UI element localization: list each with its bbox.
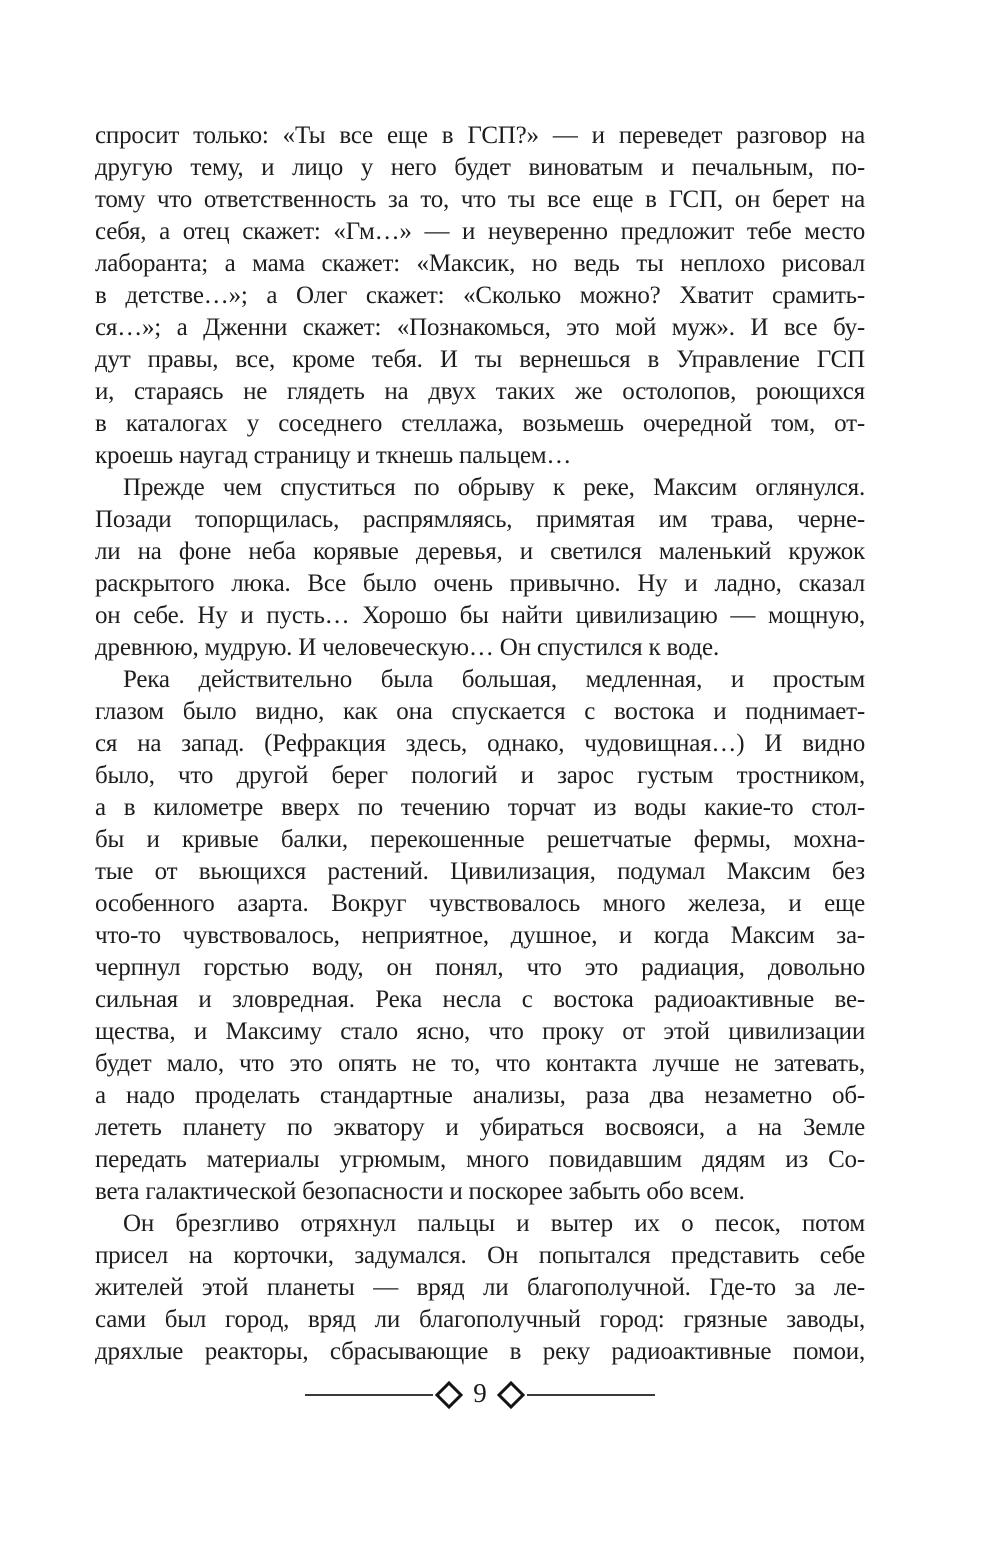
footer-rule-right [527, 1394, 655, 1396]
text-line: бы и кривые балки, перекошенные решетчатые фермы, мохна- [95, 826, 865, 853]
text-line: в каталогах у соседнего стеллажа, возьмешь очередной том, от- [95, 410, 865, 437]
text-line: черпнул горстью воду, он понял, что это радиация, довольно [95, 954, 865, 981]
text-line: тому что ответственность за то, что ты все еще в ГСП, он берет на [95, 186, 865, 213]
text-line: ся…»; а Дженни скажет: «Познакомься, это мой муж». И все бу- [95, 314, 865, 341]
text-line: что-то чувствовалось, неприятное, душное, и когда Максим за- [95, 922, 865, 949]
text-line: он себе. Ну и пусть… Хорошо бы найти цивилизацию — мощную, [95, 602, 865, 629]
text-line: вета галактической безопасности и поскорее забыть обо всем. [95, 1178, 745, 1205]
text-line: Река действительно была большая, медленная, и простым [123, 666, 865, 693]
text-line: кроешь наугад страницу и ткнешь пальцем… [95, 442, 572, 469]
text-line: было, что другой берег пологий и зарос густым тростником, [95, 762, 865, 789]
text-line: глазом было видно, как она спускается с востока и поднимает- [95, 698, 865, 725]
text-line: жителей этой планеты — вряд ли благополучной. Где-то за ле- [95, 1274, 865, 1301]
text-line: Прежде чем спуститься по обрыву к реке, Максим оглянулся. [123, 474, 865, 501]
text-line: древнюю, мудрую. И человеческую… Он спустился к воде. [95, 634, 720, 661]
text-line: раскрытого люка. Все было очень привычно. Ну и ладно, сказал [95, 570, 865, 597]
text-line: ся на запад. (Рефракция здесь, однако, чудовищная…) И видно [95, 730, 865, 757]
text-line: спросит только: «Ты все еще в ГСП?» — и переведет разговор на [95, 122, 865, 149]
text-line: сами был город, вряд ли благополучный город: грязные заводы, [95, 1306, 865, 1333]
text-line: лаборанта; а мама скажет: «Максик, но ведь ты неплохо рисовал [95, 250, 865, 277]
diamond-ornament-icon [497, 1381, 525, 1409]
text-line: лететь планету по экватору и убираться восвояси, а на Земле [95, 1114, 865, 1141]
text-line: дряхлые реакторы, сбрасывающие в реку радиоактивные помои, [95, 1338, 865, 1365]
diamond-ornament-icon [435, 1381, 463, 1409]
footer-rule-left [305, 1394, 433, 1396]
page-footer [95, 1378, 865, 1412]
text-line: тые от вьющихся растений. Цивилизация, подумал Максим без [95, 858, 865, 885]
text-line: а в километре вверх по течению торчат из воды какие-то стол- [95, 794, 865, 821]
text-line: особенного азарта. Вокруг чувствовалось много железа, и еще [95, 890, 865, 917]
page-number: 9 [473, 1378, 487, 1408]
text-line: себя, а отец скажет: «Гм…» — и неуверенно предложит тебе место [95, 218, 865, 245]
text-line: и, стараясь не глядеть на двух таких же остолопов, роющихся [95, 378, 865, 405]
text-line: будет мало, что это опять не то, что контакта лучше не затевать, [95, 1050, 865, 1077]
text-line: в детстве…»; а Олег скажет: «Сколько можно? Хватит срамить- [95, 282, 865, 309]
text-line: другую тему, и лицо у него будет виноватым и печальным, по- [95, 154, 865, 181]
text-line: сильная и зловредная. Река несла с востока радиоактивные ве- [95, 986, 865, 1013]
page-text [95, 120, 865, 1368]
text-line: щества, и Максиму стало ясно, что проку от этой цивилизации [95, 1018, 865, 1045]
text-line: передать материалы угрюмым, много повидавшим дядям из Со- [95, 1146, 865, 1173]
text-line: ли на фоне неба корявые деревья, и светился маленький кружок [95, 538, 865, 565]
text-line: Он брезгливо отряхнул пальцы и вытер их о песок, потом [123, 1210, 865, 1237]
text-line: а надо проделать стандартные анализы, раза два незаметно об- [95, 1082, 865, 1109]
text-line: присел на корточки, задумался. Он попытался представить себе [95, 1242, 865, 1269]
text-line: дут правы, все, кроме тебя. И ты вернешься в Управление ГСП [95, 346, 865, 373]
text-line: Позади топорщилась, распрямляясь, примятая им трава, черне- [95, 506, 865, 533]
